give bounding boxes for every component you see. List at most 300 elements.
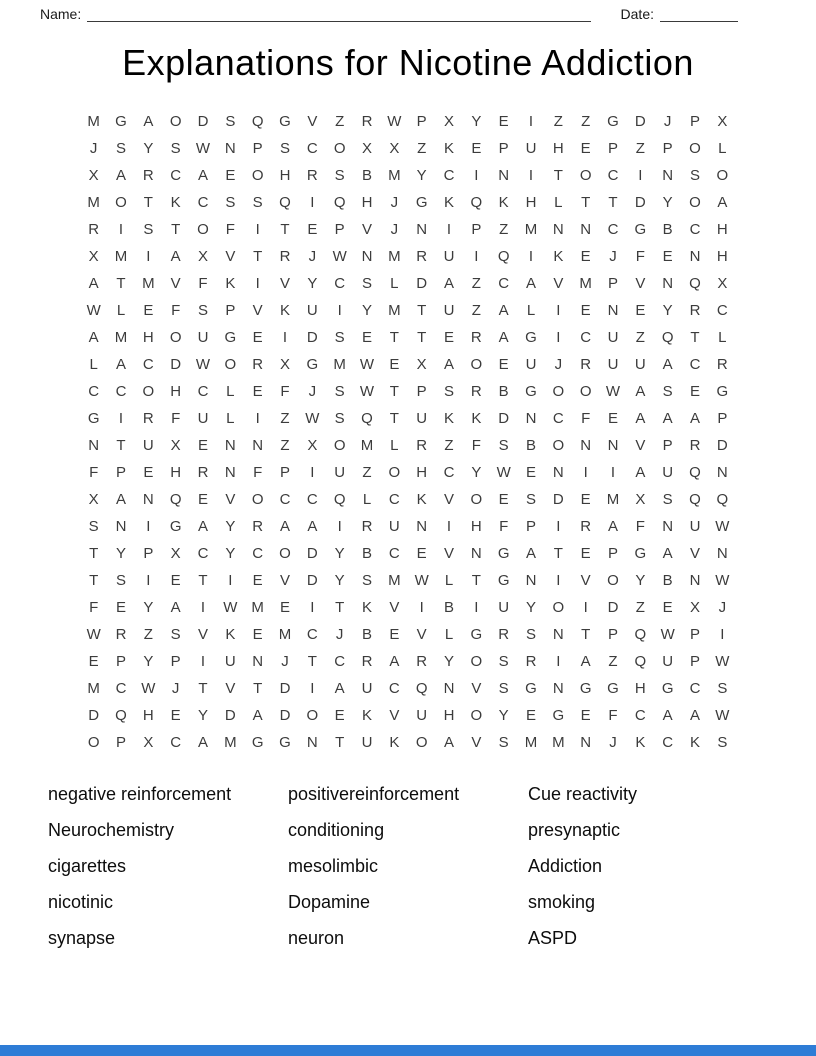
- grid-letter: G: [525, 383, 537, 400]
- word-list-item: Cue reactivity: [528, 784, 638, 804]
- grid-letter: O: [224, 356, 237, 373]
- grid-letter: A: [389, 653, 400, 670]
- grid-letter: K: [225, 275, 236, 292]
- grid-letter: A: [279, 518, 290, 535]
- grid-letter: X: [88, 248, 99, 265]
- grid-letter: U: [361, 734, 373, 751]
- grid-letter: R: [279, 248, 291, 265]
- grid-letter: X: [170, 545, 181, 562]
- grid-letter: M: [388, 248, 401, 265]
- grid-letter: S: [115, 572, 126, 589]
- grid-letter: M: [114, 329, 128, 346]
- grid-letter: U: [416, 707, 428, 724]
- grid-letter: Y: [143, 140, 154, 157]
- grid-letter: P: [143, 545, 154, 562]
- grid-letter: E: [389, 356, 400, 373]
- grid-letter: Z: [553, 113, 563, 130]
- grid-letter: V: [225, 491, 236, 508]
- grid-letter: X: [170, 437, 181, 454]
- name-blank-line[interactable]: [87, 7, 590, 22]
- grid-letter: X: [689, 599, 700, 616]
- grid-letter: T: [335, 599, 345, 616]
- grid-letter: T: [307, 653, 317, 670]
- grid-letter: Z: [608, 653, 618, 670]
- grid-letter: M: [87, 113, 100, 130]
- grid-letter: Y: [662, 194, 673, 211]
- grid-letter: R: [416, 437, 428, 454]
- grid-letter: D: [279, 680, 291, 697]
- grid-letter: E: [361, 329, 372, 346]
- grid-letter: Q: [279, 194, 291, 211]
- grid-letter: J: [663, 113, 672, 130]
- grid-letter: L: [226, 410, 235, 427]
- grid-letter: T: [417, 302, 427, 319]
- grid-letter: Q: [497, 248, 510, 265]
- grid-letter: G: [115, 113, 127, 130]
- grid-letter: S: [143, 221, 154, 238]
- name-field: [40, 6, 621, 22]
- grid-letter: U: [443, 302, 455, 319]
- word-list-item: nicotinic: [48, 892, 114, 912]
- grid-letter: V: [279, 275, 290, 292]
- grid-letter: R: [580, 356, 592, 373]
- grid-letter: Y: [471, 113, 482, 130]
- grid-letter: R: [252, 518, 264, 535]
- name-label: Name:: [40, 6, 82, 22]
- grid-letter: M: [333, 356, 346, 373]
- grid-letter: E: [115, 599, 126, 616]
- grid-letter: E: [197, 437, 208, 454]
- grid-letter: V: [471, 680, 482, 697]
- grid-letter: T: [171, 221, 181, 238]
- grid-letter: J: [609, 734, 617, 751]
- grid-letter: A: [662, 707, 673, 724]
- grid-letter: G: [251, 734, 264, 751]
- grid-letter: E: [416, 545, 427, 562]
- grid-letter: R: [470, 329, 482, 346]
- grid-letter: P: [689, 113, 700, 130]
- grid-letter: G: [279, 734, 291, 751]
- grid-letter: B: [662, 572, 673, 589]
- grid-letter: C: [197, 383, 209, 400]
- grid-letter: Y: [416, 167, 427, 184]
- grid-letter: T: [143, 194, 153, 211]
- grid-letter: A: [607, 518, 618, 535]
- grid-letter: T: [198, 680, 208, 697]
- grid-letter: M: [388, 167, 401, 184]
- grid-letter: T: [89, 545, 99, 562]
- grid-letter: L: [526, 302, 536, 319]
- grid-letter: H: [416, 464, 428, 481]
- grid-letter: N: [224, 140, 236, 157]
- grid-letter: G: [87, 410, 100, 427]
- grid-letter: W: [715, 518, 730, 535]
- grid-letter: J: [171, 680, 180, 697]
- grid-letter: I: [310, 680, 315, 697]
- grid-letter: S: [334, 167, 345, 184]
- grid-letter: T: [553, 545, 563, 562]
- grid-letter: I: [310, 464, 315, 481]
- grid-letter: H: [361, 194, 373, 211]
- grid-letter: P: [607, 140, 618, 157]
- grid-letter: P: [607, 626, 618, 643]
- grid-letter: G: [607, 113, 619, 130]
- word-list-item: cigarettes: [48, 856, 127, 876]
- grid-letter: W: [387, 113, 402, 130]
- grid-letter: N: [525, 572, 537, 589]
- grid-letter: N: [580, 437, 592, 454]
- grid-letter: C: [388, 680, 400, 697]
- word-list-item: smoking: [528, 892, 596, 912]
- word-list-item: Neurochemistry: [48, 820, 175, 840]
- grid-letter: T: [690, 329, 700, 346]
- grid-letter: V: [389, 707, 400, 724]
- grid-letter: R: [361, 518, 373, 535]
- grid-letter: E: [334, 707, 345, 724]
- grid-letter: J: [609, 248, 617, 265]
- grid-letter: Y: [471, 464, 482, 481]
- grid-letter: M: [360, 437, 374, 454]
- grid-letter: C: [279, 491, 291, 508]
- grid-letter: G: [579, 680, 592, 697]
- grid-letter: O: [607, 572, 619, 589]
- grid-letter: E: [307, 221, 318, 238]
- grid-letter: T: [581, 194, 591, 211]
- grid-letter: X: [279, 356, 290, 373]
- grid-letter: Y: [334, 545, 345, 562]
- grid-letter: U: [416, 410, 428, 427]
- grid-letter: I: [720, 626, 725, 643]
- grid-letter: B: [361, 167, 372, 184]
- grid-letter: X: [443, 113, 454, 130]
- grid-letter: P: [252, 140, 263, 157]
- grid-letter: N: [361, 248, 373, 265]
- grid-letter: M: [524, 221, 538, 238]
- grid-letter: C: [689, 680, 701, 697]
- grid-letter: S: [717, 680, 728, 697]
- grid-letter: Z: [280, 410, 290, 427]
- grid-letter: C: [197, 194, 209, 211]
- grid-letter: O: [552, 599, 565, 616]
- grid-letter: A: [334, 680, 345, 697]
- grid-letter: C: [142, 356, 154, 373]
- grid-letter: L: [89, 356, 98, 373]
- word-list-item: Addiction: [528, 856, 603, 876]
- grid-letter: A: [115, 491, 126, 508]
- grid-letter: P: [689, 653, 700, 670]
- grid-letter: X: [635, 491, 646, 508]
- grid-letter: R: [142, 167, 154, 184]
- grid-letter: U: [224, 653, 236, 670]
- grid-letter: S: [662, 383, 673, 400]
- grid-letter: Z: [362, 464, 372, 481]
- grid-letter: T: [581, 626, 591, 643]
- grid-letter: E: [635, 302, 646, 319]
- grid-letter: K: [635, 734, 646, 751]
- grid-letter: K: [389, 734, 400, 751]
- grid-letter: W: [195, 356, 211, 373]
- grid-letter: H: [142, 329, 154, 346]
- grid-letter: F: [225, 221, 235, 238]
- grid-letter: I: [556, 518, 561, 535]
- grid-letter: O: [279, 545, 291, 562]
- grid-letter: I: [146, 572, 151, 589]
- grid-letter: P: [607, 275, 618, 292]
- grid-letter: P: [525, 518, 536, 535]
- grid-letter: N: [498, 167, 510, 184]
- word-list-column: [288, 784, 528, 964]
- grid-letter: H: [716, 248, 728, 265]
- grid-letter: T: [608, 194, 618, 211]
- grid-letter: V: [225, 680, 236, 697]
- grid-letter: P: [607, 545, 618, 562]
- grid-letter: K: [361, 599, 372, 616]
- date-label: Date:: [620, 6, 654, 22]
- grid-letter: Y: [225, 518, 236, 535]
- grid-letter: O: [552, 383, 565, 400]
- grid-letter: O: [470, 653, 483, 670]
- grid-letter: R: [306, 167, 318, 184]
- grid-letter: R: [716, 356, 728, 373]
- grid-letter: H: [443, 707, 455, 724]
- grid-letter: J: [281, 653, 289, 670]
- grid-letter: M: [524, 734, 538, 751]
- grid-letter: Z: [280, 437, 290, 454]
- grid-letter: J: [390, 221, 399, 238]
- grid-letter: E: [580, 302, 591, 319]
- grid-letter: A: [525, 275, 536, 292]
- grid-letter: F: [253, 464, 263, 481]
- grid-letter: R: [115, 626, 127, 643]
- grid-letter: S: [443, 383, 454, 400]
- grid-letter: A: [443, 734, 454, 751]
- grid-letter: C: [197, 545, 209, 562]
- grid-letter: Z: [635, 329, 645, 346]
- grid-letter: A: [197, 167, 208, 184]
- grid-letter: N: [443, 680, 455, 697]
- grid-letter: E: [607, 410, 618, 427]
- grid-letter: N: [252, 437, 264, 454]
- grid-letter: I: [556, 572, 561, 589]
- grid-letter: B: [443, 599, 454, 616]
- grid-letter: X: [88, 491, 99, 508]
- grid-letter: I: [118, 221, 124, 238]
- grid-letter: C: [580, 329, 592, 346]
- grid-letter: J: [554, 356, 563, 373]
- grid-letter: N: [115, 518, 127, 535]
- grid-letter: S: [252, 194, 263, 211]
- word-list-item: Dopamine: [288, 892, 371, 912]
- grid-letter: E: [252, 383, 263, 400]
- grid-letter: C: [607, 221, 619, 238]
- grid-letter: O: [388, 464, 401, 481]
- grid-letter: L: [116, 302, 126, 319]
- grid-letter: R: [580, 518, 592, 535]
- grid-letter: R: [525, 653, 537, 670]
- grid-letter: Q: [689, 491, 701, 508]
- grid-letter: D: [716, 437, 728, 454]
- word-list-item: presynaptic: [528, 820, 621, 840]
- grid-letter: U: [634, 356, 646, 373]
- grid-letter: K: [361, 707, 372, 724]
- grid-letter: I: [228, 572, 233, 589]
- grid-letter: Q: [169, 491, 182, 508]
- grid-letter: A: [689, 707, 700, 724]
- grid-letter: I: [200, 653, 206, 670]
- grid-letter: R: [361, 113, 373, 130]
- grid-letter: P: [416, 383, 427, 400]
- grid-letter: N: [689, 572, 701, 589]
- grid-letter: N: [470, 545, 482, 562]
- grid-letter: G: [525, 680, 537, 697]
- grid-letter: T: [253, 248, 263, 265]
- grid-letter: L: [390, 275, 399, 292]
- grid-letter: D: [197, 113, 209, 130]
- grid-letter: M: [114, 248, 128, 265]
- grid-letter: L: [554, 194, 563, 211]
- grid-letter: E: [170, 572, 181, 589]
- grid-letter: A: [689, 410, 700, 427]
- grid-letter: F: [499, 518, 509, 535]
- grid-letter: A: [580, 653, 591, 670]
- grid-letter: A: [635, 383, 646, 400]
- grid-letter: O: [552, 437, 565, 454]
- grid-letter: W: [715, 572, 730, 589]
- grid-letter: V: [307, 113, 318, 130]
- grid-letter: K: [443, 194, 454, 211]
- grid-letter: A: [197, 518, 208, 535]
- page-title: Explanations for Nicotine Addiction: [122, 42, 694, 83]
- grid-letter: A: [88, 329, 99, 346]
- grid-letter: S: [170, 140, 181, 157]
- grid-letter: A: [143, 113, 154, 130]
- grid-letter: I: [146, 248, 151, 265]
- grid-letter: P: [717, 410, 728, 427]
- grid-letter: C: [170, 167, 182, 184]
- grid-letter: U: [388, 518, 400, 535]
- grid-letter: O: [169, 113, 182, 130]
- grid-letter: E: [498, 491, 509, 508]
- grid-letter: G: [497, 545, 510, 562]
- grid-letter: Q: [634, 626, 647, 643]
- grid-letter: Y: [525, 599, 536, 616]
- grid-letter: B: [361, 626, 372, 643]
- grid-letter: V: [225, 248, 236, 265]
- grid-letter: X: [717, 113, 728, 130]
- grid-letter: Z: [635, 140, 645, 157]
- grid-letter: D: [306, 572, 318, 589]
- grid-letter: C: [634, 707, 646, 724]
- grid-letter: I: [528, 167, 534, 184]
- grid-letter: I: [556, 653, 561, 670]
- grid-letter: H: [142, 707, 154, 724]
- grid-letter: S: [498, 653, 509, 670]
- grid-letter: O: [169, 329, 182, 346]
- grid-letter: S: [225, 194, 236, 211]
- grid-letter: N: [607, 302, 619, 319]
- grid-letter: O: [415, 734, 428, 751]
- grid-letter: S: [334, 410, 345, 427]
- grid-letter: U: [662, 653, 674, 670]
- grid-letter: U: [361, 680, 373, 697]
- grid-letter: A: [662, 356, 673, 373]
- grid-letter: R: [416, 653, 428, 670]
- grid-letter: V: [635, 275, 646, 292]
- grid-letter: W: [414, 572, 429, 589]
- grid-letter: X: [389, 140, 400, 157]
- grid-letter: V: [443, 491, 454, 508]
- grid-letter: R: [470, 383, 482, 400]
- grid-letter: M: [388, 302, 401, 319]
- grid-letter: C: [607, 167, 619, 184]
- grid-letter: J: [335, 626, 344, 643]
- grid-letter: L: [390, 437, 399, 454]
- grid-letter: E: [170, 707, 181, 724]
- grid-letter: E: [143, 302, 154, 319]
- grid-letter: A: [170, 599, 181, 616]
- grid-letter: X: [717, 275, 728, 292]
- grid-letter: N: [662, 167, 674, 184]
- grid-letter: I: [282, 329, 288, 346]
- grid-letter: C: [115, 680, 127, 697]
- grid-letter: Q: [333, 194, 346, 211]
- grid-letter: I: [118, 410, 124, 427]
- grid-letter: N: [716, 464, 728, 481]
- grid-letter: E: [143, 464, 154, 481]
- grid-letter: U: [306, 302, 318, 319]
- grid-letter: O: [333, 437, 346, 454]
- grid-letter: N: [580, 221, 592, 238]
- grid-letter: W: [305, 410, 320, 427]
- grid-letter: A: [197, 734, 208, 751]
- grid-letter: I: [583, 599, 588, 616]
- grid-letter: Q: [689, 464, 701, 481]
- grid-letter: P: [471, 221, 482, 238]
- grid-letter: Y: [334, 572, 345, 589]
- grid-letter: O: [716, 167, 729, 184]
- grid-letter: U: [689, 518, 701, 535]
- grid-letter: V: [580, 572, 591, 589]
- grid-letter: N: [552, 221, 564, 238]
- grid-letter: A: [525, 545, 536, 562]
- grid-letter: W: [660, 626, 675, 643]
- grid-letter: I: [610, 464, 616, 481]
- grid-letter: E: [525, 707, 536, 724]
- word-list-item: ASPD: [528, 928, 578, 948]
- grid-letter: I: [528, 248, 534, 265]
- grid-letter: E: [279, 599, 290, 616]
- grid-letter: D: [498, 410, 510, 427]
- grid-letter: I: [446, 518, 452, 535]
- date-blank-line[interactable]: [660, 7, 738, 22]
- word-list-column: [48, 784, 288, 964]
- grid-letter: I: [419, 599, 424, 616]
- grid-letter: Z: [143, 626, 153, 643]
- grid-letter: W: [141, 680, 156, 697]
- grid-letter: I: [255, 410, 260, 427]
- grid-letter: K: [225, 626, 236, 643]
- grid-letter: B: [361, 545, 372, 562]
- grid-letter: P: [115, 734, 126, 751]
- grid-letter: N: [252, 653, 264, 670]
- grid-letter: Y: [361, 302, 372, 319]
- grid-letter: G: [224, 329, 237, 346]
- grid-letter: U: [197, 410, 209, 427]
- word-list: [0, 784, 816, 964]
- grid-letter: S: [170, 626, 181, 643]
- grid-letter: G: [525, 329, 537, 346]
- grid-letter: E: [225, 167, 236, 184]
